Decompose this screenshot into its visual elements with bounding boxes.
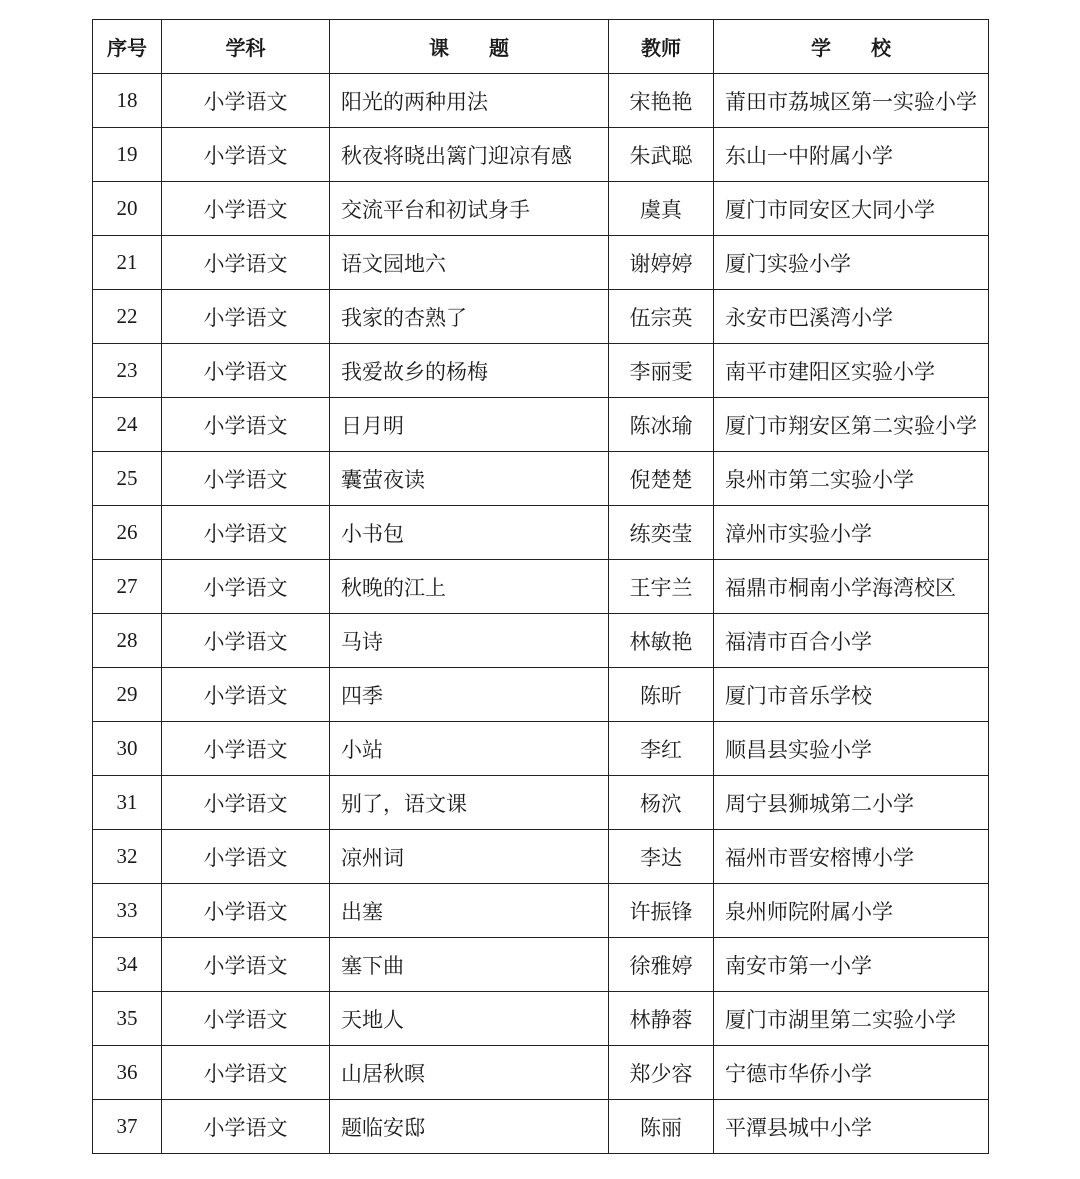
cell-subject: 小学语文 bbox=[162, 884, 330, 938]
cell-topic: 我家的杏熟了 bbox=[330, 290, 609, 344]
table-row bbox=[93, 830, 989, 884]
table-row bbox=[93, 236, 989, 290]
cell-no: 33 bbox=[93, 884, 162, 938]
cell-school: 莆田市荔城区第一实验小学 bbox=[714, 74, 989, 128]
cell-school: 漳州市实验小学 bbox=[714, 506, 989, 560]
cell-subject: 小学语文 bbox=[162, 128, 330, 182]
cell-teacher: 伍宗英 bbox=[609, 290, 714, 344]
table-row bbox=[93, 506, 989, 560]
cell-teacher: 朱武聪 bbox=[609, 128, 714, 182]
cell-topic: 凉州词 bbox=[330, 830, 609, 884]
cell-teacher: 谢婷婷 bbox=[609, 236, 714, 290]
cell-teacher: 林静蓉 bbox=[609, 992, 714, 1046]
cell-school: 平潭县城中小学 bbox=[714, 1100, 989, 1154]
cell-no: 21 bbox=[93, 236, 162, 290]
cell-topic: 囊萤夜读 bbox=[330, 452, 609, 506]
cell-teacher: 陈昕 bbox=[609, 668, 714, 722]
cell-teacher: 陈冰瑜 bbox=[609, 398, 714, 452]
cell-teacher: 宋艳艳 bbox=[609, 74, 714, 128]
cell-topic: 小书包 bbox=[330, 506, 609, 560]
header-no: 序号 bbox=[93, 20, 162, 74]
cell-no: 28 bbox=[93, 614, 162, 668]
table-row bbox=[93, 614, 989, 668]
table-row bbox=[93, 1100, 989, 1154]
cell-no: 37 bbox=[93, 1100, 162, 1154]
cell-topic: 出塞 bbox=[330, 884, 609, 938]
cell-subject: 小学语文 bbox=[162, 74, 330, 128]
cell-subject: 小学语文 bbox=[162, 398, 330, 452]
table-row bbox=[93, 722, 989, 776]
table-row bbox=[93, 452, 989, 506]
header-subject: 学科 bbox=[162, 20, 330, 74]
cell-subject: 小学语文 bbox=[162, 236, 330, 290]
cell-topic: 山居秋暝 bbox=[330, 1046, 609, 1100]
cell-no: 24 bbox=[93, 398, 162, 452]
cell-topic: 塞下曲 bbox=[330, 938, 609, 992]
cell-subject: 小学语文 bbox=[162, 452, 330, 506]
table-row bbox=[93, 560, 989, 614]
table-row bbox=[93, 992, 989, 1046]
table-body bbox=[93, 74, 989, 1154]
cell-teacher: 王宇兰 bbox=[609, 560, 714, 614]
cell-school: 永安市巴溪湾小学 bbox=[714, 290, 989, 344]
cell-topic: 小站 bbox=[330, 722, 609, 776]
cell-subject: 小学语文 bbox=[162, 776, 330, 830]
cell-topic: 阳光的两种用法 bbox=[330, 74, 609, 128]
cell-no: 20 bbox=[93, 182, 162, 236]
cell-topic: 我爱故乡的杨梅 bbox=[330, 344, 609, 398]
table-row bbox=[93, 1046, 989, 1100]
cell-school: 泉州市第二实验小学 bbox=[714, 452, 989, 506]
cell-subject: 小学语文 bbox=[162, 614, 330, 668]
header-row bbox=[93, 20, 989, 74]
cell-no: 34 bbox=[93, 938, 162, 992]
cell-topic: 交流平台和初试身手 bbox=[330, 182, 609, 236]
table-row bbox=[93, 938, 989, 992]
cell-teacher: 陈丽 bbox=[609, 1100, 714, 1154]
cell-school: 南平市建阳区实验小学 bbox=[714, 344, 989, 398]
cell-no: 36 bbox=[93, 1046, 162, 1100]
cell-teacher: 郑少容 bbox=[609, 1046, 714, 1100]
cell-no: 27 bbox=[93, 560, 162, 614]
cell-school: 福鼎市桐南小学海湾校区 bbox=[714, 560, 989, 614]
cell-topic: 马诗 bbox=[330, 614, 609, 668]
cell-no: 31 bbox=[93, 776, 162, 830]
cell-subject: 小学语文 bbox=[162, 506, 330, 560]
cell-school: 泉州师院附属小学 bbox=[714, 884, 989, 938]
cell-teacher: 李红 bbox=[609, 722, 714, 776]
table-row bbox=[93, 668, 989, 722]
table-row bbox=[93, 290, 989, 344]
cell-school: 东山一中附属小学 bbox=[714, 128, 989, 182]
cell-no: 25 bbox=[93, 452, 162, 506]
table-row bbox=[93, 884, 989, 938]
cell-subject: 小学语文 bbox=[162, 992, 330, 1046]
cell-teacher: 杨泬 bbox=[609, 776, 714, 830]
cell-school: 厦门市翔安区第二实验小学 bbox=[714, 398, 989, 452]
cell-school: 福清市百合小学 bbox=[714, 614, 989, 668]
header-topic: 课 题 bbox=[330, 20, 609, 74]
cell-school: 周宁县狮城第二小学 bbox=[714, 776, 989, 830]
cell-school: 厦门实验小学 bbox=[714, 236, 989, 290]
teacher-lesson-table bbox=[92, 19, 989, 1154]
cell-teacher: 倪楚楚 bbox=[609, 452, 714, 506]
cell-topic: 秋晚的江上 bbox=[330, 560, 609, 614]
cell-subject: 小学语文 bbox=[162, 830, 330, 884]
cell-no: 19 bbox=[93, 128, 162, 182]
cell-teacher: 虞真 bbox=[609, 182, 714, 236]
cell-no: 18 bbox=[93, 74, 162, 128]
cell-no: 26 bbox=[93, 506, 162, 560]
cell-teacher: 林敏艳 bbox=[609, 614, 714, 668]
table-row bbox=[93, 182, 989, 236]
cell-topic: 题临安邸 bbox=[330, 1100, 609, 1154]
cell-subject: 小学语文 bbox=[162, 344, 330, 398]
cell-subject: 小学语文 bbox=[162, 938, 330, 992]
cell-no: 23 bbox=[93, 344, 162, 398]
cell-topic: 语文园地六 bbox=[330, 236, 609, 290]
cell-school: 厦门市同安区大同小学 bbox=[714, 182, 989, 236]
teacher-lesson-table-container bbox=[92, 19, 988, 1154]
cell-topic: 别了，语文课 bbox=[330, 776, 609, 830]
cell-subject: 小学语文 bbox=[162, 560, 330, 614]
cell-teacher: 练奕莹 bbox=[609, 506, 714, 560]
cell-subject: 小学语文 bbox=[162, 668, 330, 722]
cell-topic: 四季 bbox=[330, 668, 609, 722]
table-header bbox=[93, 20, 989, 74]
table-row bbox=[93, 776, 989, 830]
cell-topic: 天地人 bbox=[330, 992, 609, 1046]
cell-school: 南安市第一小学 bbox=[714, 938, 989, 992]
header-school: 学 校 bbox=[714, 20, 989, 74]
cell-school: 顺昌县实验小学 bbox=[714, 722, 989, 776]
cell-school: 福州市晋安榕博小学 bbox=[714, 830, 989, 884]
cell-no: 32 bbox=[93, 830, 162, 884]
cell-school: 宁德市华侨小学 bbox=[714, 1046, 989, 1100]
cell-subject: 小学语文 bbox=[162, 182, 330, 236]
cell-no: 35 bbox=[93, 992, 162, 1046]
cell-subject: 小学语文 bbox=[162, 1100, 330, 1154]
cell-teacher: 许振锋 bbox=[609, 884, 714, 938]
cell-no: 30 bbox=[93, 722, 162, 776]
cell-subject: 小学语文 bbox=[162, 1046, 330, 1100]
cell-subject: 小学语文 bbox=[162, 290, 330, 344]
cell-teacher: 徐雅婷 bbox=[609, 938, 714, 992]
cell-topic: 秋夜将晓出篱门迎凉有感 bbox=[330, 128, 609, 182]
cell-teacher: 李丽雯 bbox=[609, 344, 714, 398]
cell-school: 厦门市音乐学校 bbox=[714, 668, 989, 722]
table-row bbox=[93, 74, 989, 128]
cell-topic: 日月明 bbox=[330, 398, 609, 452]
cell-no: 22 bbox=[93, 290, 162, 344]
cell-no: 29 bbox=[93, 668, 162, 722]
cell-school: 厦门市湖里第二实验小学 bbox=[714, 992, 989, 1046]
table-row bbox=[93, 398, 989, 452]
cell-subject: 小学语文 bbox=[162, 722, 330, 776]
cell-teacher: 李达 bbox=[609, 830, 714, 884]
header-teacher: 教师 bbox=[609, 20, 714, 74]
table-row bbox=[93, 128, 989, 182]
table-row bbox=[93, 344, 989, 398]
